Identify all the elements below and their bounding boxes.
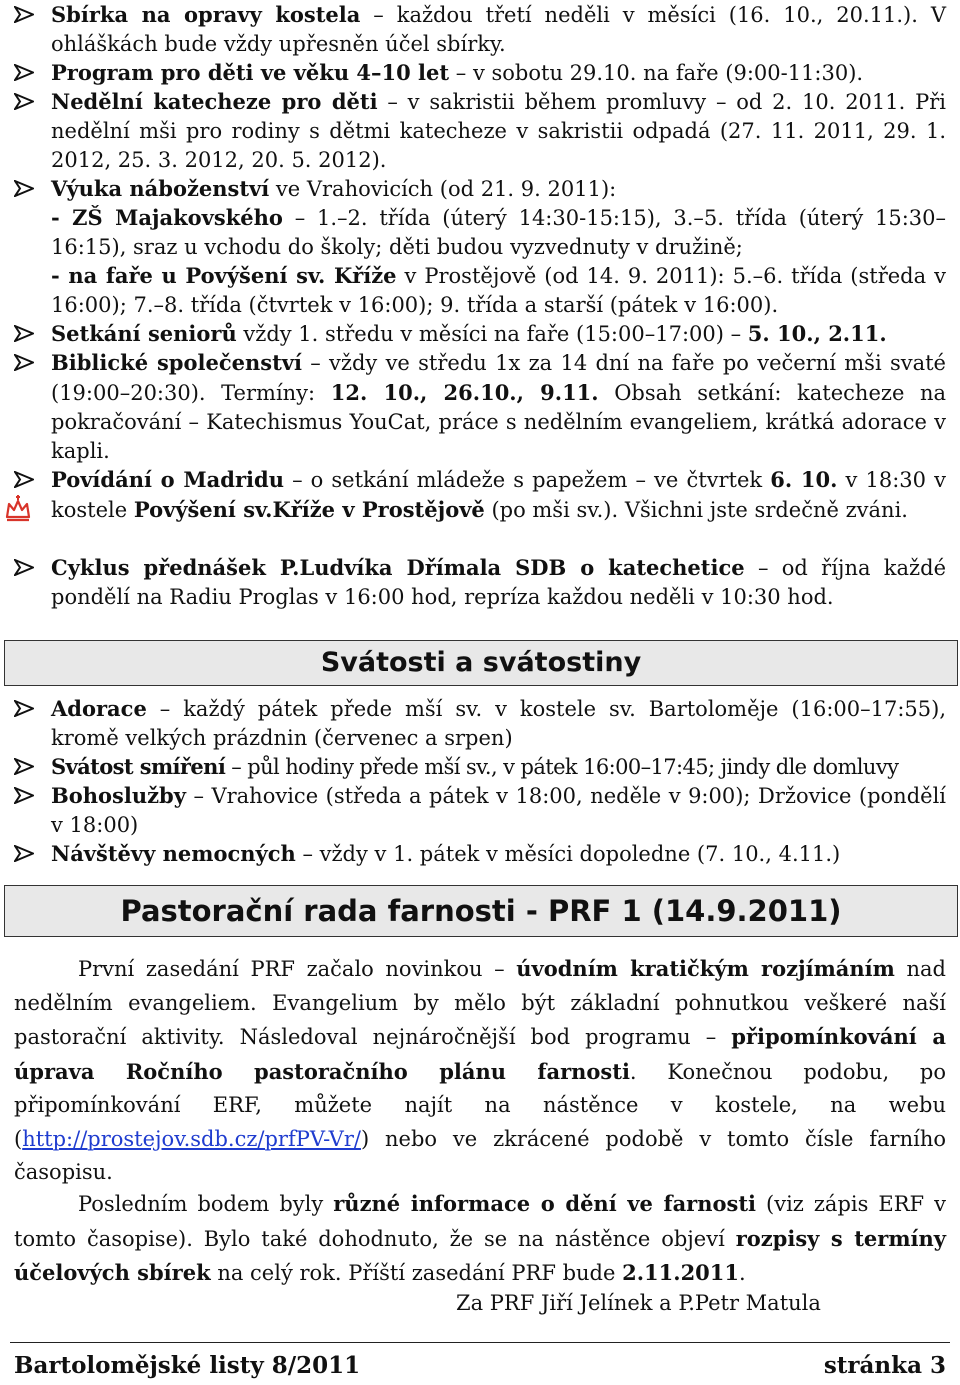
item-title: Bohoslužby <box>51 783 186 808</box>
arrowhead-bullet-icon <box>14 781 42 804</box>
paragraph-text: na celý rok. Příští zasedání PRF bude <box>210 1261 623 1285</box>
item-text: – o setkání mládeže s papežem – ve čtvrtek <box>283 468 771 492</box>
paragraph-emphasis: různé informace o dění ve farnosti <box>333 1191 757 1216</box>
arrowhead-bullet-icon <box>14 839 42 862</box>
item-title: Cyklus přednášek P.Ludvíka Dřímala SDB o katechetice <box>51 555 745 580</box>
arrowhead-bullet-icon <box>14 752 42 775</box>
crown-icon <box>4 495 32 528</box>
list-item <box>14 781 946 840</box>
item-text: (po mši sv.). Všichni jste srdečně zváni. <box>484 498 908 522</box>
item-text: – půl hodiny přede mší sv., v pátek 16:00–17:45; jindy dle domluvy <box>225 755 899 779</box>
arrowhead-bullet-icon <box>14 174 42 197</box>
item-text: – vždy ve středu 1x za 14 dní na faře po večerní mši svaté (19:00–20:30). Termíny: <box>51 351 946 405</box>
paragraph <box>14 952 946 1190</box>
sub-item-title: - na faře u Povýšení sv. Kříže <box>51 263 397 288</box>
sub-item-text: v Prostějově (od 14. 9. 2011): 5.–6. třída (středa v 16:00); 7.–8. třída (čtvrtek v 16:00); 9. třída a starší (pátek v 16:00). <box>51 264 946 317</box>
item-text: – v sobotu 29.10. na faře (9:00-11:30). <box>449 61 864 85</box>
item-dates: 12. 10., 26.10., 9.11. <box>330 380 599 405</box>
item-title: Adorace <box>51 696 147 721</box>
item-text: Obsah setkání: katecheze na pokračování – Katechismus YouCat, práce s nedělním evangeliem, krátká adorace v kapli. <box>51 381 947 463</box>
item-title: Sbírka na opravy kostela <box>51 2 361 27</box>
item-title: Biblické společenství <box>51 350 302 375</box>
paragraph-emphasis: rozpisy s termíny účelových sbírek <box>14 1225 946 1285</box>
sub-item-text: – 1.–2. třída (úterý 14:30-15:15), 3.–5. třída (úterý 15:30–16:15), sraz u vchodu do školy; děti budou vyzvednuty v družině; <box>51 206 946 259</box>
list-item <box>14 174 946 204</box>
paragraph <box>14 1187 946 1291</box>
sub-item-title: - ZŠ Majakovského <box>51 205 283 230</box>
paragraph-emphasis: připomínkování a úprava Ročního pastoračního plánu farnosti <box>14 1024 946 1084</box>
list-item <box>14 261 946 320</box>
paragraph-text: nad nedělním evangeliem. Evangelium by mělo být základní pohnutkou veškeré naší pastorační aktivity. Následoval nejnáročnější bod programu – <box>14 957 946 1049</box>
list-item <box>14 553 946 612</box>
item-title: Povídání o Madridu <box>51 467 284 492</box>
arrowhead-bullet-icon <box>14 0 42 23</box>
list-item <box>14 203 946 262</box>
arrowhead-bullet-icon <box>14 465 42 488</box>
web-link[interactable]: http://prostejov.sdb.cz/prfPV-Vr/ <box>22 1126 361 1151</box>
item-place: Povýšení sv.Kříže v Prostějově <box>133 497 485 522</box>
item-text: ve Vrahovicích (od 21. 9. 2011): <box>269 177 617 201</box>
arrowhead-bullet-icon <box>14 319 42 342</box>
item-title: Program pro děti ve věku 4–10 let <box>51 60 450 85</box>
list-item <box>14 839 946 869</box>
list-item <box>14 348 946 466</box>
arrowhead-bullet-icon <box>14 694 42 717</box>
item-text: – vždy v 1. pátek v měsíci dopoledne (7. 10., 4.11.) <box>295 842 841 866</box>
section-heading: Svátosti a svátostiny <box>4 640 958 686</box>
arrowhead-bullet-icon <box>14 553 42 576</box>
item-title: Setkání seniorů <box>51 321 237 346</box>
list-item <box>14 319 946 349</box>
footer-divider <box>10 1342 950 1343</box>
paragraph-emphasis: úvodním kratičkým rozjímáním <box>516 956 895 981</box>
footer-title: Bartolomějské listy 8/2011 <box>14 1352 361 1379</box>
item-text: – od října každé pondělí na Radiu Proglas v 16:00 hod, repríza každou neděli v 10:30 hod. <box>51 556 946 609</box>
item-title: Nedělní katecheze pro děti <box>51 89 378 114</box>
paragraph-text: . <box>739 1261 746 1285</box>
list-item <box>14 58 946 88</box>
list-item <box>14 694 946 753</box>
list-item <box>14 752 946 782</box>
item-title: Návštěvy nemocných <box>51 841 296 866</box>
arrowhead-bullet-icon <box>14 87 42 110</box>
section-heading: Pastorační rada farnosti - PRF 1 (14.9.2011) <box>4 885 958 937</box>
item-text: – každou třetí neděli v měsíci (16. 10., 20.11.). V ohláškách bude vždy upřesněn účel sbírky. <box>51 3 946 56</box>
paragraph-text: ) nebo ve zkrácené podobě v tomto čísle farního časopisu. <box>14 1126 946 1184</box>
item-text: – v sakristii během promluvy – od 2. 10. 2011. Při nedělní mši pro rodiny s dětmi katecheze v sakristii odpadá (27. 11. 2011, 29. 1. 2012, 25. 3. 2012, 20. 5. 2012). <box>51 90 947 172</box>
item-text: vždy 1. středu v měsíci na faře (15:00–17:00) – <box>236 322 748 346</box>
arrowhead-bullet-icon <box>14 348 42 371</box>
item-text: v 18:30 v kostele <box>51 468 946 522</box>
item-text: – každý pátek přede mší sv. v kostele sv. Bartoloměje (16:00–17:55), kromě velkých prázdnin (červenec a srpen) <box>51 697 946 750</box>
list-item <box>14 465 946 525</box>
signature: Za PRF Jiří Jelínek a P.Petr Matula <box>456 1291 821 1315</box>
list-item <box>14 87 946 175</box>
item-text: – Vrahovice (středa a pátek v 18:00, neděle v 9:00); Držovice (pondělí v 18:00) <box>51 784 946 837</box>
page-number: stránka 3 <box>823 1352 946 1379</box>
item-dates: 5. 10., 2.11. <box>747 321 887 346</box>
paragraph-text: Posledním bodem byly <box>78 1192 334 1216</box>
arrowhead-bullet-icon <box>14 58 42 81</box>
list-item <box>14 0 946 59</box>
item-date: 6. 10. <box>770 467 838 492</box>
paragraph-text: První zasedání PRF začalo novinkou – <box>78 957 517 981</box>
item-title: Svátost smíření <box>51 754 226 779</box>
paragraph-text: (viz zápis ERF v tomto časopise). Bylo také dohodnuto, že se na nástěnce objeví <box>14 1192 946 1251</box>
paragraph-text: . Konečnou podobu, po připomínkování ERF, můžete najít na nástěnce v kostele, na webu ( <box>14 1059 946 1151</box>
item-title: Výuka náboženství <box>51 176 270 201</box>
paragraph-emphasis: 2.11.2011 <box>622 1260 740 1285</box>
